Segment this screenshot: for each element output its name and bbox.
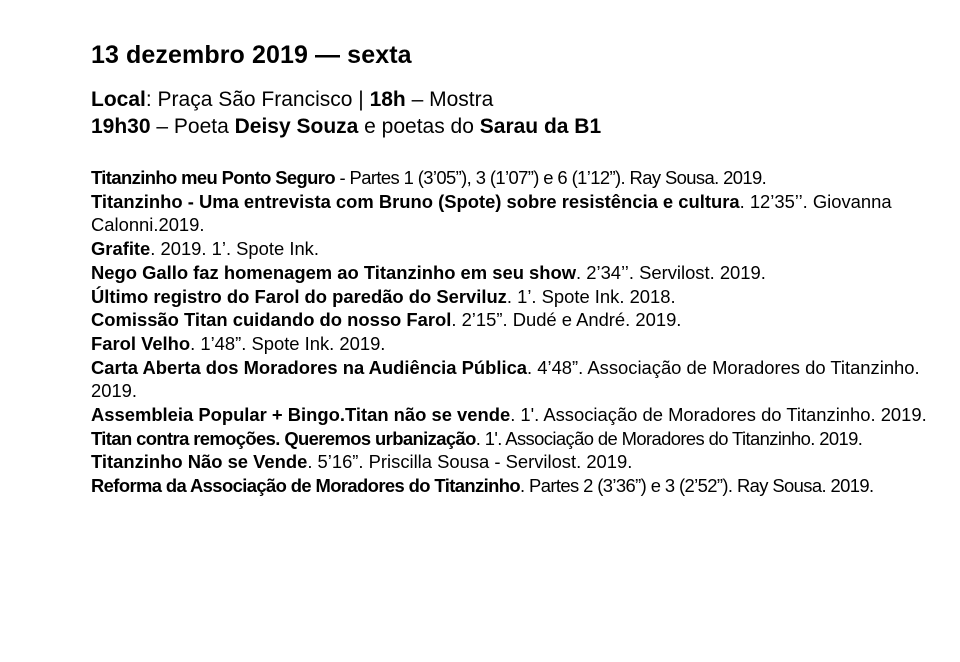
film-details: - Partes 1 (3’05”), 3 (1’07”) e 6 (1’12”). Ray Sousa. 2019.	[335, 167, 767, 188]
film-details: . 4’48”. Associação de Moradores do Titanzinho. 2019.	[91, 356, 920, 402]
poet-name: Deisy Souza	[234, 115, 359, 138]
venue-schedule	[91, 86, 951, 140]
time-19h30: 19h30	[91, 115, 151, 138]
film-details: . 1'. Associação de Moradores do Titanzinho. 2019.	[475, 427, 863, 449]
film-item	[91, 427, 951, 451]
film-title: Último registro do Farol do paredão do Serviluz	[91, 285, 507, 307]
film-item	[91, 450, 951, 474]
local-label: Local	[91, 88, 146, 111]
poets-line	[91, 113, 951, 140]
film-item	[91, 166, 951, 190]
film-details: . 12’35’’. Giovanna Calonni.2019.	[91, 190, 892, 236]
film-title: Comissão Titan cuidando do nosso Farol	[91, 309, 452, 331]
film-details: . 1’48”. Spote Ink. 2019.	[190, 332, 386, 354]
poets-connector: e poetas do	[358, 115, 480, 138]
date-heading: 13 dezembro 2019 — sexta	[91, 41, 412, 69]
film-title: Reforma da Associação de Moradores do Titanzinho	[91, 475, 521, 497]
film-title: Titan contra remoções. Queremos urbanização	[91, 427, 476, 449]
film-item	[91, 261, 951, 285]
sarau-name: Sarau da B1	[479, 115, 602, 138]
film-list	[91, 166, 951, 498]
time-18h: 18h	[369, 88, 406, 111]
film-details: . 1’. Spote Ink. 2018.	[506, 285, 676, 307]
film-item	[91, 308, 951, 332]
film-item	[91, 190, 951, 237]
film-title: Titanzinho meu Ponto Seguro	[91, 167, 335, 188]
film-item	[91, 332, 951, 356]
film-details: . 2’15”. Dudé e André. 2019.	[451, 309, 682, 331]
film-title: Titanzinho Não se Vende	[91, 451, 308, 473]
film-item	[91, 474, 951, 498]
time-19h30-desc: – Poeta	[150, 115, 235, 138]
film-details: . 2’34’’. Servilost. 2019.	[576, 261, 766, 283]
local-value: : Praça São Francisco |	[145, 88, 370, 111]
film-item	[91, 237, 951, 261]
film-title: Assembleia Popular + Bingo.Titan não se vende	[91, 404, 511, 426]
film-details: . 5’16”. Priscilla Sousa - Servilost. 2019.	[307, 451, 633, 473]
film-title: Grafite	[91, 238, 151, 260]
program-page	[91, 40, 951, 498]
film-details: . 1'. Associação de Moradores do Titanzinho. 2019.	[510, 404, 927, 426]
film-title: Carta Aberta dos Moradores na Audiência Pública	[91, 356, 528, 378]
film-title: Nego Gallo faz homenagem ao Titanzinho em seu show	[91, 261, 577, 283]
film-item	[91, 356, 951, 403]
venue-line	[91, 86, 951, 113]
film-item	[91, 403, 951, 427]
film-details: . 2019. 1’. Spote Ink.	[150, 238, 319, 260]
time-18h-desc: – Mostra	[405, 88, 494, 111]
film-details: . Partes 2 (3’36”) e 3 (2’52”). Ray Sousa. 2019.	[520, 475, 874, 497]
film-title: Titanzinho - Uma entrevista com Bruno (Spote) sobre resistência e cultura	[91, 190, 740, 212]
film-title: Farol Velho	[91, 332, 191, 354]
film-item	[91, 285, 951, 309]
